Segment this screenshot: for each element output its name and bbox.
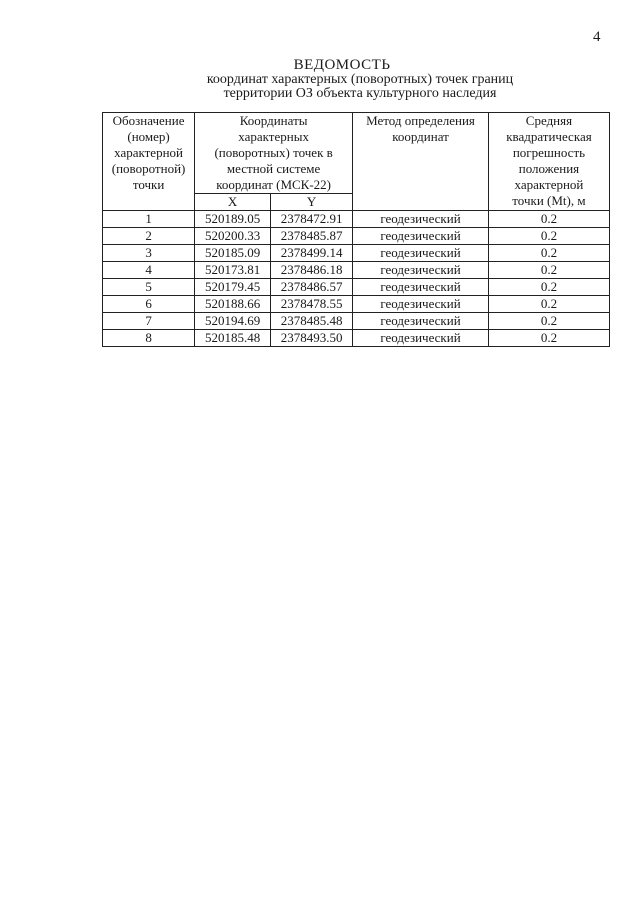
header-text: характерной bbox=[114, 145, 183, 160]
header-text: координат bbox=[392, 129, 449, 144]
header-point-number bbox=[103, 113, 195, 211]
table-row bbox=[103, 262, 610, 279]
cell-error: 0.2 bbox=[488, 296, 609, 313]
header-text: точки (Mt), м bbox=[512, 193, 586, 208]
cell-y: 2378485.87 bbox=[271, 228, 353, 245]
header-text: погрешность bbox=[512, 145, 586, 160]
cell-number: 6 bbox=[103, 296, 195, 313]
cell-error: 0.2 bbox=[488, 279, 609, 296]
table-row bbox=[103, 211, 610, 228]
cell-y: 2378478.55 bbox=[271, 296, 353, 313]
table-row bbox=[103, 228, 610, 245]
header-text: квадратическая bbox=[506, 129, 592, 144]
cell-error: 0.2 bbox=[488, 211, 609, 228]
cell-number: 1 bbox=[103, 211, 195, 228]
header-text: Средняя bbox=[525, 113, 573, 128]
header-text: характерной bbox=[514, 177, 584, 192]
header-y: Y bbox=[271, 194, 353, 211]
cell-number: 4 bbox=[103, 262, 195, 279]
table-row bbox=[103, 279, 610, 296]
header-coordinates bbox=[195, 113, 353, 194]
header-text: координат (МСК-22) bbox=[216, 177, 331, 192]
header-text: (номер) bbox=[127, 129, 170, 144]
header-text: (поворотных) точек в bbox=[214, 145, 333, 160]
cell-y: 2378472.91 bbox=[271, 211, 353, 228]
cell-method: геодезический bbox=[353, 330, 489, 347]
cell-x: 520189.05 bbox=[195, 211, 271, 228]
cell-error: 0.2 bbox=[488, 228, 609, 245]
document-title: ВЕДОМОСТЬ bbox=[293, 57, 391, 73]
header-text: положения bbox=[518, 161, 580, 176]
cell-x: 520179.45 bbox=[195, 279, 271, 296]
table-row bbox=[103, 245, 610, 262]
cell-y: 2378499.14 bbox=[271, 245, 353, 262]
cell-x: 520173.81 bbox=[195, 262, 271, 279]
cell-error: 0.2 bbox=[488, 245, 609, 262]
cell-number: 8 bbox=[103, 330, 195, 347]
header-text: характерных bbox=[238, 129, 309, 144]
cell-error: 0.2 bbox=[488, 330, 609, 347]
header-text: местной системе bbox=[226, 161, 321, 176]
cell-number: 2 bbox=[103, 228, 195, 245]
cell-method: геодезический bbox=[353, 245, 489, 262]
cell-y: 2378486.57 bbox=[271, 279, 353, 296]
cell-error: 0.2 bbox=[488, 262, 609, 279]
cell-y: 2378493.50 bbox=[271, 330, 353, 347]
cell-number: 5 bbox=[103, 279, 195, 296]
cell-x: 520185.48 bbox=[195, 330, 271, 347]
cell-method: геодезический bbox=[353, 262, 489, 279]
header-text: Метод определения bbox=[366, 113, 475, 128]
document-subtitle-line2: территории ОЗ объекта культурного наследия bbox=[223, 86, 497, 101]
table-row bbox=[103, 296, 610, 313]
cell-method: геодезический bbox=[353, 279, 489, 296]
table-row bbox=[103, 330, 610, 347]
cell-x: 520194.69 bbox=[195, 313, 271, 330]
cell-error: 0.2 bbox=[488, 313, 609, 330]
document-subtitle-line1: координат характерных (поворотных) точек границ bbox=[206, 72, 514, 87]
cell-y: 2378485.48 bbox=[271, 313, 353, 330]
cell-method: геодезический bbox=[353, 228, 489, 245]
cell-x: 520188.66 bbox=[195, 296, 271, 313]
header-error bbox=[488, 113, 609, 211]
cell-method: геодезический bbox=[353, 313, 489, 330]
cell-x: 520200.33 bbox=[195, 228, 271, 245]
coordinates-table bbox=[102, 112, 610, 347]
document-header bbox=[0, 58, 640, 101]
header-x: X bbox=[195, 194, 271, 211]
header-method bbox=[353, 113, 489, 211]
cell-method: геодезический bbox=[353, 211, 489, 228]
cell-method: геодезический bbox=[353, 296, 489, 313]
cell-y: 2378486.18 bbox=[271, 262, 353, 279]
page-number: 4 bbox=[593, 29, 601, 45]
cell-number: 3 bbox=[103, 245, 195, 262]
header-text: (поворотной) bbox=[111, 161, 186, 176]
cell-x: 520185.09 bbox=[195, 245, 271, 262]
table-row bbox=[103, 313, 610, 330]
header-text: Координаты bbox=[239, 113, 308, 128]
cell-number: 7 bbox=[103, 313, 195, 330]
header-text: точки bbox=[132, 177, 165, 192]
header-text: Обозначение bbox=[112, 113, 185, 128]
